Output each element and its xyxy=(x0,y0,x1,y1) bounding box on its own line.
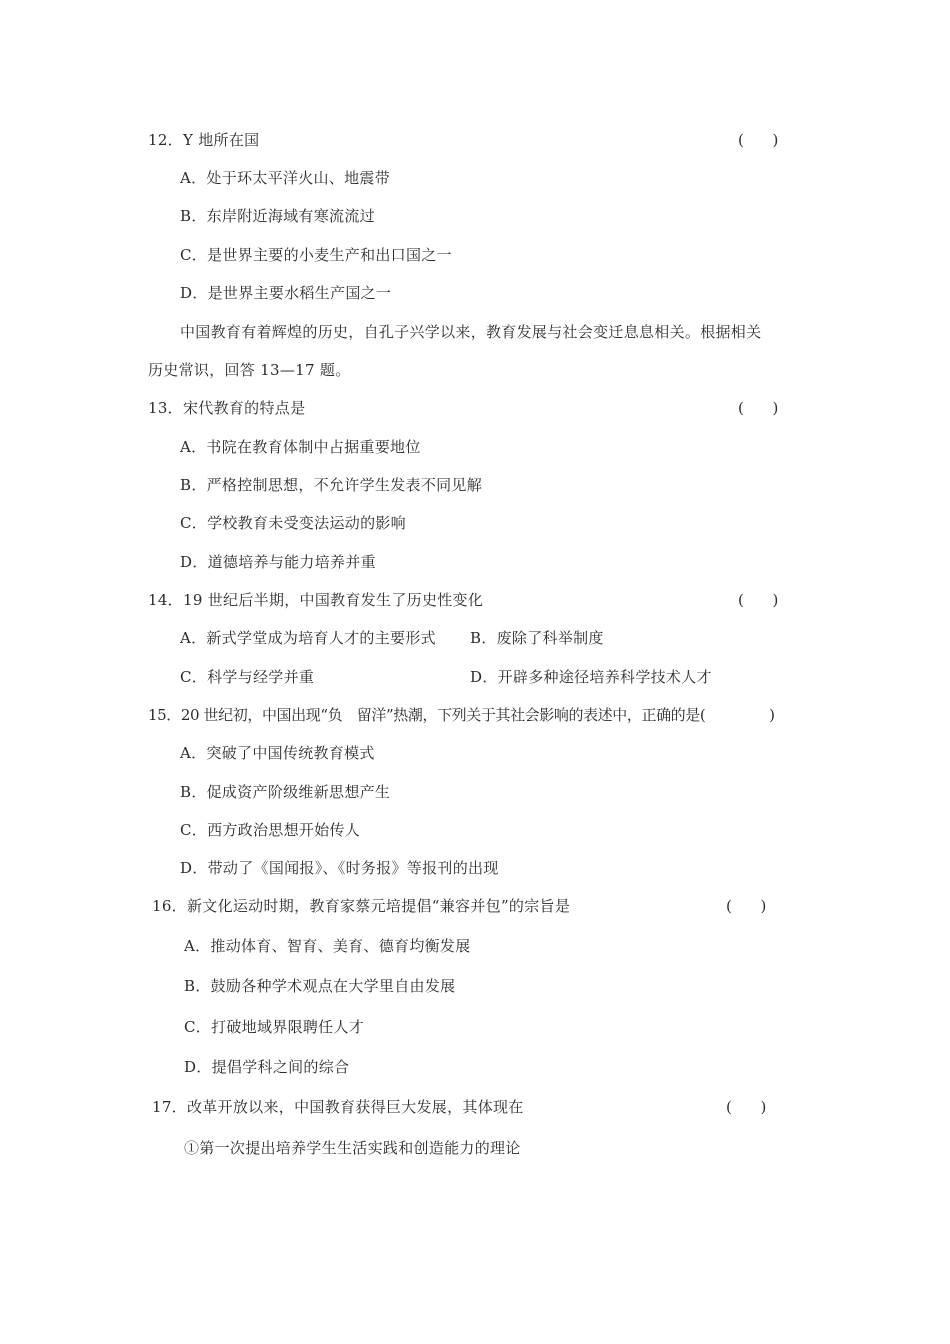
intro-line-1: 中国教育有着辉煌的历史，自孔子兴学以来，教育发展与社会变迁息息相关。根据相关 xyxy=(180,323,762,341)
q14-option-d: D．开辟多种途径培养科学技术人才 xyxy=(470,668,712,686)
q12-option-c: C．是世界主要的小麦生产和出口国之一 xyxy=(180,246,452,264)
q16-option-a: A．推动体育、智育、美育、德育均衡发展 xyxy=(184,937,471,955)
q15-option-b: B．促成资产阶级维新思想产生 xyxy=(180,783,391,801)
q13-option-d: D．道德培养与能力培养并重 xyxy=(180,553,376,571)
q14-stem: 14．19 世纪后半期，中国教育发生了历史性变化 xyxy=(148,591,484,609)
q12-option-a: A．处于环太平洋火山、地震带 xyxy=(180,169,391,187)
intro-line-2: 历史常识，回答 13—17 题。 xyxy=(148,361,351,379)
q12-answer-paren: ( ) xyxy=(738,131,779,149)
q14-answer-paren: ( ) xyxy=(738,591,779,609)
q17-item-1: ①第一次提出培养学生生活实践和创造能力的理论 xyxy=(184,1139,521,1157)
q14-option-a: A．新式学堂成为培育人才的主要形式 xyxy=(180,629,436,647)
q15-option-c: C．西方政治思想开始传人 xyxy=(180,821,361,839)
q12-option-d: D．是世界主要水稻生产国之一 xyxy=(180,284,392,302)
q16-answer-paren: ( ) xyxy=(726,897,767,915)
q17-answer-paren: ( ) xyxy=(726,1098,767,1116)
q15-option-a: A．突破了中国传统教育模式 xyxy=(180,744,375,762)
q12-stem: 12．Y 地所在国 xyxy=(148,131,260,149)
q13-stem: 13．宋代教育的特点是 xyxy=(148,399,306,417)
q12-option-b: B．东岸附近海域有寒流流过 xyxy=(180,207,375,225)
q13-option-a: A．书院在教育体制中占据重要地位 xyxy=(180,438,421,456)
q14-option-b: B．废除了科举制度 xyxy=(470,629,604,647)
q15-answer-paren: ) xyxy=(750,706,775,724)
q13-answer-paren: ( ) xyxy=(738,399,779,417)
q13-option-c: C．学校教育未受变法运动的影响 xyxy=(180,514,406,532)
q13-option-b: B．严格控制思想，不允许学生发表不同见解 xyxy=(180,476,483,494)
q16-option-d: D．提倡学科之间的综合 xyxy=(184,1058,350,1076)
q14-option-c: C．科学与经学并重 xyxy=(180,668,315,686)
q17-stem: 17．改革开放以来，中国教育获得巨大发展，其体现在 xyxy=(152,1098,524,1116)
q16-stem: 16．新文化运动时期，教育家蔡元培提倡“兼容并包”的宗旨是 xyxy=(152,897,571,915)
q16-option-c: C．打破地域界限聘任人才 xyxy=(184,1018,365,1036)
q15-option-d: D．带动了《国闻报》、《时务报》等报刊的出现 xyxy=(180,859,499,877)
q15-stem: 15．20 世纪初，中国出现“负 留洋”热潮，下列关于其社会影响的表述中，正确的是( xyxy=(148,706,706,724)
q16-option-b: B．鼓励各种学术观点在大学里自由发展 xyxy=(184,977,456,995)
